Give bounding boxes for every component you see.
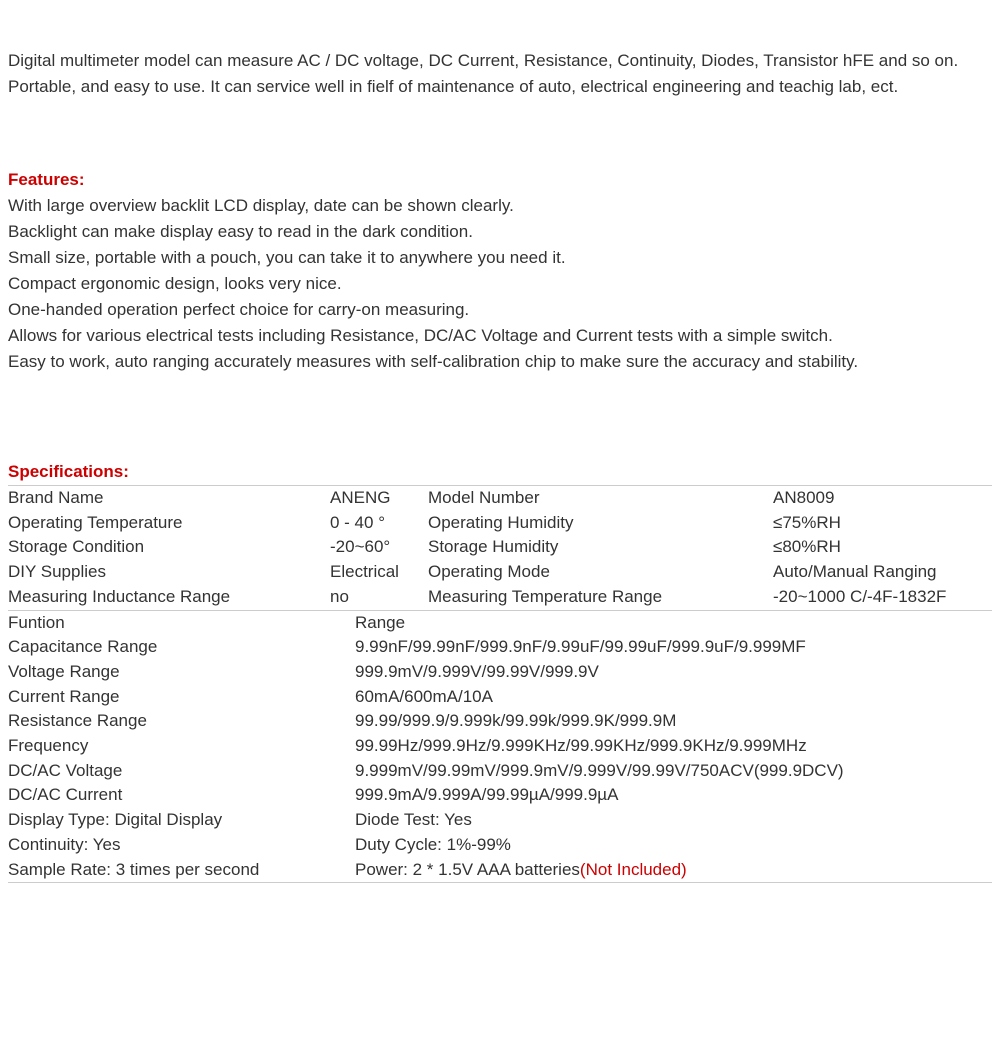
table-row xyxy=(8,585,992,610)
spec-value: 99.99/999.9/9.999k/99.99k/999.9K/999.9M xyxy=(355,711,677,731)
spec-value: Auto/Manual Ranging xyxy=(773,562,937,582)
spec-value: -20~1000 C/-4F-1832F xyxy=(773,586,947,606)
spec-label: Brand Name xyxy=(8,488,104,507)
spec-label: Continuity: Yes xyxy=(8,834,121,854)
spec-range-table xyxy=(8,610,992,884)
spec-info-table xyxy=(8,485,992,610)
spec-value: 60mA/600mA/10A xyxy=(355,686,493,706)
feature-item: Backlight can make display easy to read in the dark condition. xyxy=(8,222,473,241)
spec-label: DC/AC Voltage xyxy=(8,760,123,780)
table-row xyxy=(8,833,992,858)
spec-label: DIY Supplies xyxy=(8,562,106,582)
spec-label: Sample Rate: 3 times per second xyxy=(8,859,260,879)
spec-value xyxy=(355,858,992,883)
spec-label: Frequency xyxy=(8,736,89,756)
table-row xyxy=(8,486,992,511)
spec-label: Operating Temperature xyxy=(8,512,183,532)
spec-value: 9.99nF/99.99nF/999.9nF/9.99uF/99.99uF/999.9uF/9.999MF xyxy=(355,637,806,657)
spec-value: Electrical xyxy=(330,562,399,582)
spec-value: 99.99Hz/999.9Hz/9.999KHz/99.99KHz/999.9KHz/9.999MHz xyxy=(355,736,807,756)
features-heading: Features: xyxy=(8,170,85,189)
feature-item: Easy to work, auto ranging accurately measures with self-calibration chip to make sure the accuracy and stability. xyxy=(8,352,859,371)
table-row xyxy=(8,808,992,833)
spec-value: 0 - 40 ° xyxy=(330,512,385,532)
spec-label: Operating Mode xyxy=(428,562,550,582)
not-included-note: (Not Included) xyxy=(579,859,687,879)
spec-label: Operating Humidity xyxy=(428,512,574,532)
table-row xyxy=(8,685,992,710)
spec-value: 999.9mA/9.999A/99.99µA/999.9µA xyxy=(355,785,619,805)
table-row xyxy=(8,858,992,883)
table-row xyxy=(8,610,992,635)
table-row xyxy=(8,511,992,536)
spec-value: Range xyxy=(355,612,406,632)
feature-item: One-handed operation perfect choice for carry-on measuring. xyxy=(8,300,470,319)
specifications-heading: Specifications: xyxy=(8,462,129,481)
intro-paragraph: Digital multimeter model can measure AC / DC voltage, DC Current, Resistance, Continuity, Diodes, Transistor hFE and so on. Portable, and easy to use. It can service well in fielf of maintenance of auto, electrical engineering and teachig lab, ect. xyxy=(8,51,959,96)
feature-item: Small size, portable with a pouch, you can take it to anywhere you need it. xyxy=(8,248,566,267)
feature-item: With large overview backlit LCD display, date can be shown clearly. xyxy=(8,196,514,215)
spec-label: Resistance Range xyxy=(8,711,147,731)
spec-value: no xyxy=(330,586,349,606)
table-row xyxy=(8,709,992,734)
table-row xyxy=(8,734,992,759)
product-description-page xyxy=(0,48,1000,883)
spec-label: Measuring Temperature Range xyxy=(428,586,663,606)
features-list xyxy=(8,193,992,375)
spec-label: Current Range xyxy=(8,686,120,706)
spec-value: Diode Test: Yes xyxy=(355,810,472,830)
power-text: Power: 2 * 1.5V AAA batteries xyxy=(355,859,580,879)
spec-value: ≤80%RH xyxy=(773,537,841,557)
spec-value: ANENG xyxy=(330,488,391,507)
spec-label: Model Number xyxy=(428,488,540,507)
spec-label: Storage Humidity xyxy=(428,537,559,557)
table-row xyxy=(8,783,992,808)
feature-item: Allows for various electrical tests including Resistance, DC/AC Voltage and Current tests with a simple switch. xyxy=(8,326,833,345)
spec-value: AN8009 xyxy=(773,488,835,507)
table-row xyxy=(8,635,992,660)
feature-item: Compact ergonomic design, looks very nice. xyxy=(8,274,342,293)
spec-value: 9.999mV/99.99mV/999.9mV/9.999V/99.99V/750ACV(999.9DCV) xyxy=(355,760,844,780)
spec-label: Storage Condition xyxy=(8,537,145,557)
table-row xyxy=(8,535,992,560)
spec-value: 999.9mV/9.999V/99.99V/999.9V xyxy=(355,661,599,681)
table-row xyxy=(8,759,992,784)
spec-label: Capacitance Range xyxy=(8,637,158,657)
table-row xyxy=(8,660,992,685)
spec-label: Funtion xyxy=(8,612,65,632)
spec-label: DC/AC Current xyxy=(8,785,123,805)
spec-label: Measuring Inductance Range xyxy=(8,586,231,606)
spec-label: Voltage Range xyxy=(8,661,120,681)
spec-value: ≤75%RH xyxy=(773,512,841,532)
spec-value: -20~60° xyxy=(330,537,391,557)
table-row xyxy=(8,560,992,585)
spec-label: Display Type: Digital Display xyxy=(8,810,223,830)
spec-value: Duty Cycle: 1%-99% xyxy=(355,834,511,854)
